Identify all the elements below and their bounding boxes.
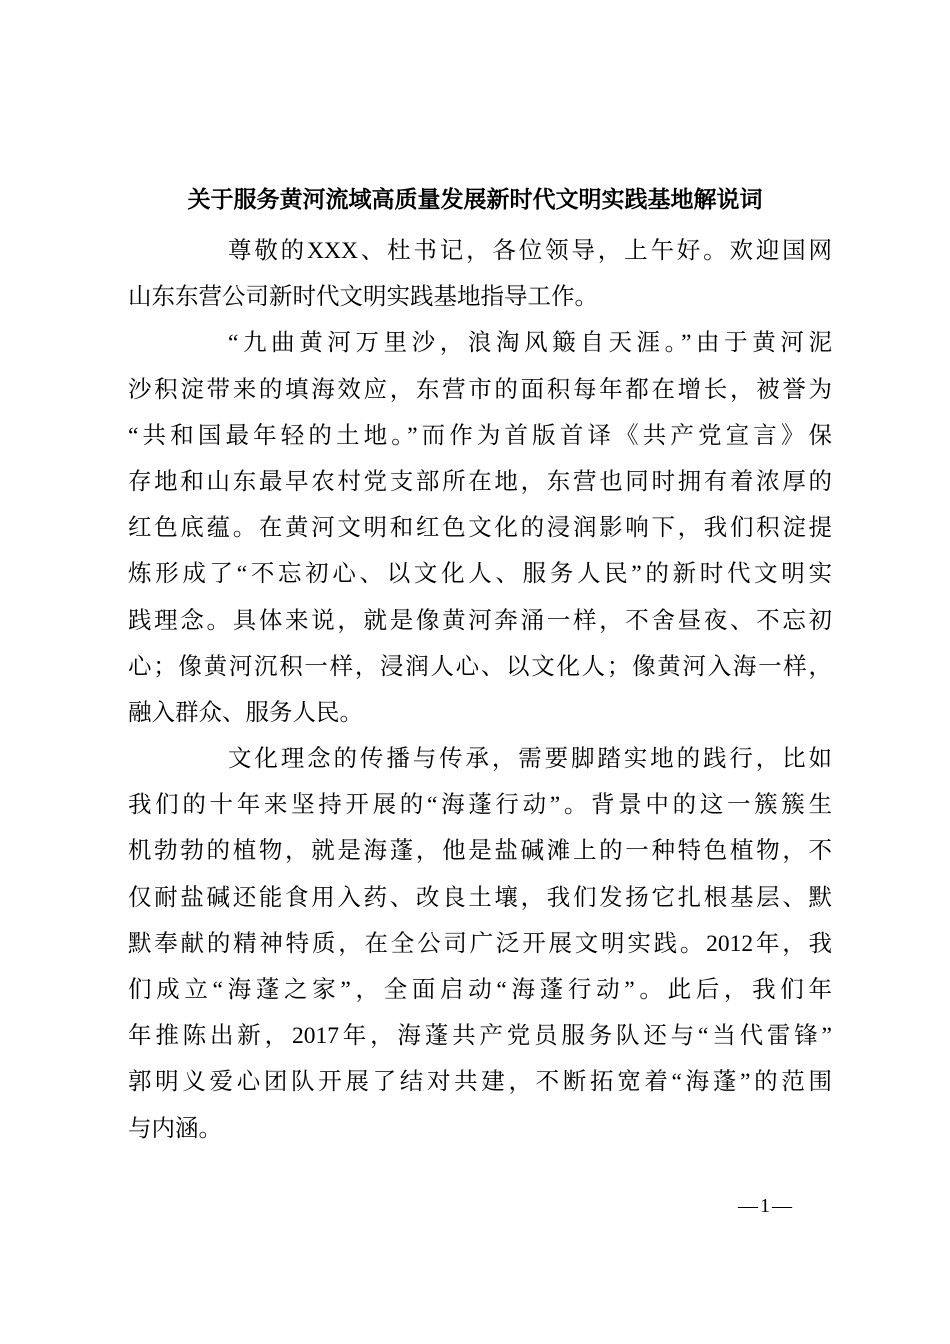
text-line: 默奉献的精神特质，在全公司广泛开展文明实践。2012年，我: [128, 930, 832, 957]
document-body: [128, 228, 832, 1152]
paragraph: [128, 320, 832, 736]
text-line: 仅耐盐碱还能食用入药、改良土壤，我们发扬它扎根基层、默: [128, 884, 832, 911]
text-line: 存地和山东最早农村党支部所在地，东营也同时拥有着浓厚的: [128, 468, 832, 495]
text-line: 心；像黄河沉积一样，浸润人心、以文化人；像黄河入海一样，: [128, 653, 832, 680]
text-line: 红色底蕴。在黄河文明和红色文化的浸润影响下，我们积淀提: [128, 515, 832, 542]
text-line: 沙积淀带来的填海效应，东营市的面积每年都在增长，被誉为: [128, 376, 832, 403]
paragraph: [128, 228, 832, 320]
text-line: 我们的十年来坚持开展的“海蓬行动”。背景中的这一簇簇生: [128, 792, 832, 819]
text-line: 炼形成了“不忘初心、以文化人、服务人民”的新时代文明实: [128, 561, 832, 588]
paragraph: [128, 736, 832, 1152]
text-line: 融入群众、服务人民。: [128, 699, 363, 726]
text-line: “九曲黄河万里沙，浪淘风簸自天涯。”由于黄河泥: [228, 330, 832, 357]
text-line: 年推陈出新，2017年，海蓬共产党员服务队还与“当代雷锋”: [128, 1023, 832, 1050]
text-line: 们成立“海蓬之家”，全面启动“海蓬行动”。此后，我们年: [128, 977, 832, 1003]
text-line: 郭明义爱心团队开展了结对共建，不断拓宽着“海蓬”的范围: [128, 1069, 832, 1096]
document-title: 关于服务黄河流域高质量发展新时代文明实践基地解说词: [187, 187, 763, 212]
text-line: “共和国最年轻的土地。”而作为首版首译《共产党宣言》保: [128, 422, 832, 449]
text-line: 尊敬的XXX、杜书记，各位领导，上午好。欢迎国网: [228, 238, 832, 264]
text-line: 与内涵。: [128, 1115, 222, 1142]
text-line: 山东东营公司新时代文明实践基地指导工作。: [128, 284, 598, 311]
text-line: 践理念。具体来说，就是像黄河奔涌一样，不舍昼夜、不忘初: [128, 607, 832, 634]
text-line: 机勃勃的植物，就是海蓬，他是盐碱滩上的一种特色植物，不: [128, 838, 832, 865]
text-line: 文化理念的传播与传承，需要脚踏实地的践行，比如: [228, 746, 832, 773]
page-number: —1—: [738, 1195, 794, 1217]
